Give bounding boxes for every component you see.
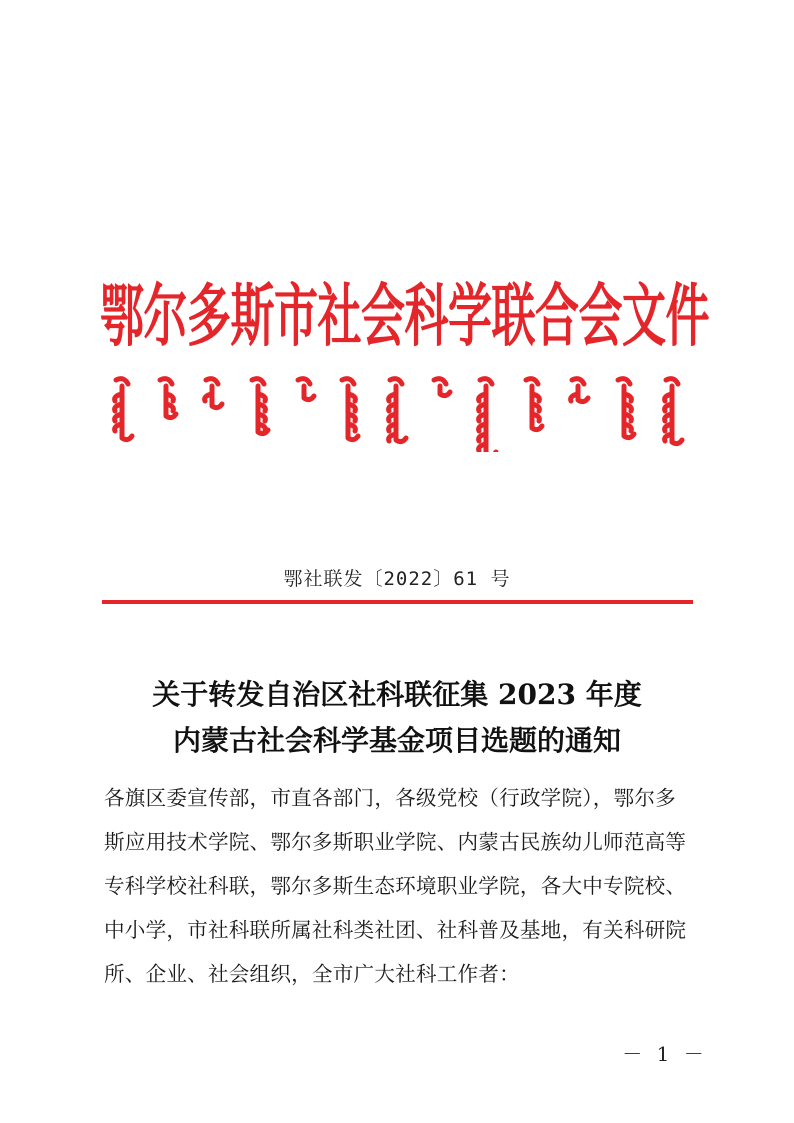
page-number: － 1 － bbox=[622, 1042, 708, 1066]
mongolian-glyph bbox=[479, 379, 496, 452]
mongolian-glyph bbox=[618, 379, 634, 438]
mongolian-script-header bbox=[100, 372, 700, 452]
notice-title-line-2: 内蒙古社会科学基金项目选题的通知 bbox=[172, 724, 621, 757]
mongolian-glyph bbox=[298, 379, 314, 400]
mongolian-script-graphic bbox=[100, 372, 700, 452]
mongolian-glyph bbox=[434, 379, 450, 396]
mongolian-glyph bbox=[571, 379, 588, 402]
salutation-line: 各旗区委宣传部，市直各部门，各级党校（行政学院），鄂尔多 bbox=[104, 786, 676, 810]
notice-title-line-1: 关于转发自治区社科联征集 2023 年度 bbox=[152, 678, 642, 711]
mongolian-glyph bbox=[665, 379, 682, 444]
salutation-line: 中小学，市社科联所属社科类社团、社科普及基地，有关科研院 bbox=[104, 918, 687, 942]
mongolian-glyph bbox=[342, 379, 358, 440]
mongolian-glyph bbox=[389, 379, 406, 442]
mongolian-glyph bbox=[526, 379, 542, 430]
salutation-line: 专科学校社科联，鄂尔多斯生态环境职业学院，各大中专院校、 bbox=[104, 874, 687, 898]
red-divider-line bbox=[102, 600, 693, 604]
salutation-paragraph bbox=[104, 776, 694, 996]
salutation-line: 斯应用技术学院、鄂尔多斯职业学院、内蒙古民族幼儿师范高等 bbox=[104, 830, 687, 854]
document-number: 鄂社联发〔2022〕61 号 bbox=[283, 568, 511, 590]
mongolian-glyph bbox=[115, 379, 132, 440]
organization-header-title: 鄂尔多斯市社会科学联合会文件 bbox=[100, 277, 709, 357]
mongolian-glyph bbox=[252, 379, 268, 434]
salutation-line: 所、企业、社会组织，全市广大社科工作者： bbox=[104, 962, 520, 986]
notice-title bbox=[0, 672, 794, 764]
mongolian-glyph bbox=[205, 379, 222, 408]
mongolian-glyph bbox=[160, 379, 176, 418]
